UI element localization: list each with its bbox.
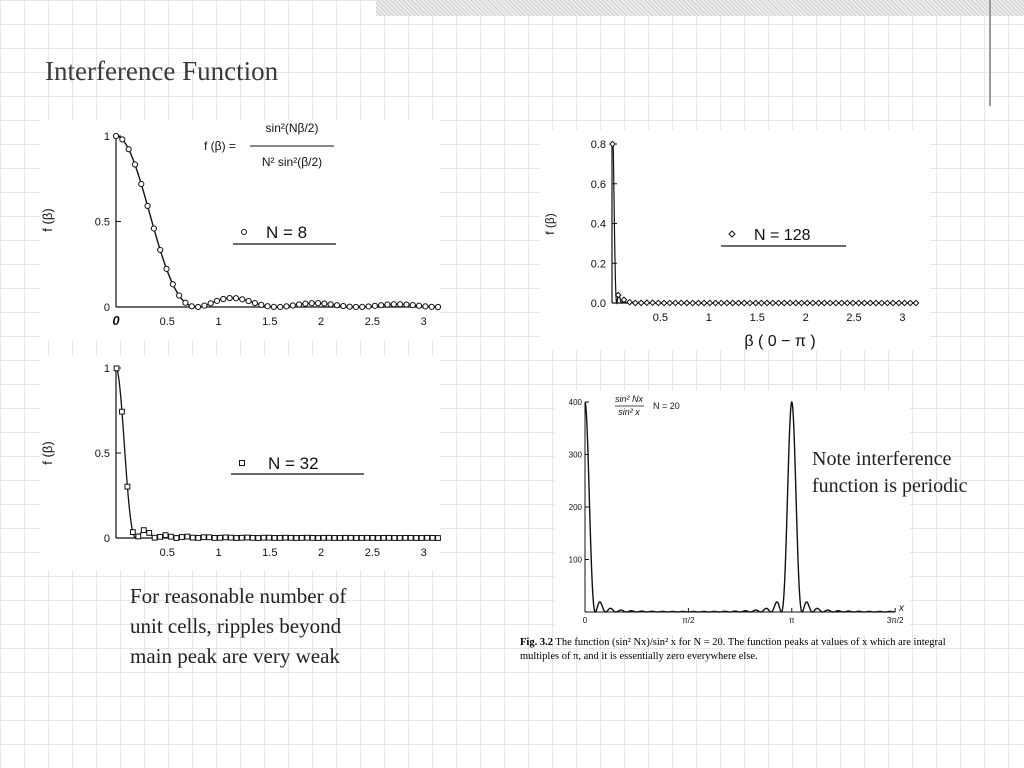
data-point — [294, 536, 299, 541]
data-point — [436, 536, 441, 541]
data-point — [696, 300, 701, 305]
data-point — [793, 300, 798, 305]
data-point — [267, 535, 272, 540]
data-point — [684, 300, 689, 305]
data-point — [890, 300, 895, 305]
axes — [612, 144, 916, 303]
data-point — [288, 535, 293, 540]
data-point — [879, 300, 884, 305]
data-point — [736, 300, 741, 305]
data-point — [667, 300, 672, 305]
data-point — [130, 530, 135, 535]
note-left-line-2: unit cells, ripples beyond — [130, 614, 342, 638]
data-point — [310, 535, 315, 540]
data-point — [246, 298, 251, 303]
data-point — [856, 300, 861, 305]
chart-n128 — [540, 130, 930, 350]
data-point — [227, 295, 232, 300]
x-tick-label: 1 — [705, 312, 712, 324]
y-tick-label: 0.0 — [590, 298, 606, 310]
y-tick-label: 1 — [103, 131, 110, 143]
data-point — [423, 304, 428, 309]
tick-labels — [569, 398, 904, 625]
data-point — [321, 535, 326, 540]
legend-marker-shape — [240, 461, 245, 466]
data-point — [850, 300, 855, 305]
top-pattern-bar — [376, 0, 1024, 16]
data-point — [189, 304, 194, 309]
data-point — [430, 536, 435, 541]
data-point — [644, 300, 649, 305]
x-axis-letter: x — [899, 603, 904, 614]
data-point — [202, 303, 207, 308]
data-point — [265, 304, 270, 309]
data-point — [379, 303, 384, 308]
axes — [585, 402, 895, 612]
x-tick-label: 2 — [318, 547, 325, 559]
data-point — [218, 535, 223, 540]
data-point — [169, 534, 174, 539]
x-tick-label: 1.5 — [262, 547, 278, 559]
x-tick-label: 3 — [420, 316, 427, 328]
formula-numerator: sin²(Nβ/2) — [265, 121, 319, 135]
data-point — [221, 296, 226, 301]
data-point — [827, 300, 832, 305]
data-point — [372, 303, 377, 308]
data-point — [190, 535, 195, 540]
legend-marker-shape — [242, 230, 247, 235]
data-point — [252, 300, 257, 305]
note-left-line-1: For reasonable number of — [130, 584, 347, 608]
data-point — [398, 302, 403, 307]
data-point — [147, 531, 152, 536]
note-left-line-3: main peak are very weak — [130, 644, 340, 668]
y-tick-label: 0.8 — [590, 139, 606, 151]
data-point — [145, 203, 150, 208]
data-point — [403, 535, 408, 540]
data-point — [245, 535, 250, 540]
data-point — [804, 300, 809, 305]
data-point — [719, 300, 724, 305]
y-axis-label: f (β) — [40, 441, 55, 465]
data-point — [845, 300, 850, 305]
x-tick-label: 2.5 — [364, 547, 381, 559]
data-point — [908, 300, 913, 305]
data-point — [305, 535, 310, 540]
data-point — [179, 535, 184, 540]
data-point — [113, 133, 118, 138]
data-point — [392, 536, 397, 541]
data-point — [410, 302, 415, 307]
data-point — [366, 304, 371, 309]
y-axis-label: f (β) — [40, 208, 55, 232]
data-point — [425, 535, 430, 540]
data-point — [404, 302, 409, 307]
legend-label: N = 8 — [266, 223, 308, 242]
data-point — [385, 302, 390, 307]
data-point — [223, 535, 228, 540]
series-line — [585, 402, 895, 612]
data-point — [885, 300, 890, 305]
data-point — [873, 300, 878, 305]
note-right-line-2: function is periodic — [812, 475, 968, 497]
data-point — [650, 300, 655, 305]
y-tick-label: 0 — [103, 302, 110, 314]
data-point — [283, 535, 288, 540]
data-point — [902, 300, 907, 305]
data-point — [126, 147, 131, 152]
data-point — [250, 535, 255, 540]
data-point — [360, 304, 365, 309]
data-point — [208, 301, 213, 306]
legend-marker-shape — [729, 231, 735, 237]
slide-title: Interference Function — [45, 56, 279, 86]
data-point — [353, 304, 358, 309]
data-point — [328, 302, 333, 307]
caption-text: The function (sin² Nx)/sin² x for N = 20. The function peaks at values of x which are integral multiples of π, and it is essentially zero everywhere else. — [520, 637, 946, 662]
x-tick-label: 1 — [215, 547, 222, 559]
data-point — [261, 535, 266, 540]
data-point — [391, 302, 396, 307]
data-point — [322, 301, 327, 306]
data-point — [633, 300, 638, 305]
x-tick-label: 2 — [318, 316, 325, 328]
data-point — [290, 303, 295, 308]
data-point — [839, 300, 844, 305]
data-point — [429, 304, 434, 309]
data-point — [141, 528, 146, 533]
data-point — [240, 297, 245, 302]
data-point — [741, 300, 746, 305]
data-point — [174, 536, 179, 541]
data-point — [724, 300, 729, 305]
data-point — [214, 298, 219, 303]
data-point — [833, 300, 838, 305]
data-point — [278, 304, 283, 309]
data-point — [913, 300, 918, 305]
x-tick-label: π/2 — [682, 616, 695, 625]
data-point — [701, 300, 706, 305]
data-point — [359, 536, 364, 541]
data-point — [229, 535, 234, 540]
data-point — [120, 137, 125, 142]
data-point — [730, 300, 735, 305]
y-tick-label: 0 — [103, 533, 110, 545]
x-tick-label: 2.5 — [846, 312, 862, 324]
data-point — [638, 300, 643, 305]
data-point — [354, 536, 359, 541]
data-point — [338, 536, 343, 541]
data-point — [627, 299, 632, 304]
data-point — [787, 300, 792, 305]
x-tick-label: 0.5 — [159, 316, 175, 328]
legend-label: N = 128 — [754, 227, 811, 244]
y-tick-label: 400 — [568, 398, 582, 407]
data-point — [770, 300, 775, 305]
data-point — [690, 300, 695, 305]
note-right-line-1: Note interference — [812, 448, 952, 470]
data-point — [170, 282, 175, 287]
data-point — [435, 304, 440, 309]
y-tick-label: 200 — [568, 503, 582, 512]
curve — [116, 368, 438, 538]
data-point — [397, 536, 402, 541]
data-point — [125, 484, 130, 489]
data-point — [177, 293, 182, 298]
y-tick-label: 0.2 — [590, 258, 606, 271]
data-point — [296, 302, 301, 307]
data-point — [158, 534, 163, 539]
data-point — [764, 300, 769, 305]
title-numerator: sin² Nx — [614, 394, 644, 404]
axes — [116, 368, 438, 538]
data-point — [810, 300, 815, 305]
x-tick-label: 1.5 — [749, 312, 765, 324]
figure-caption — [520, 636, 960, 664]
x-tick-label: 3π/2 — [886, 616, 904, 625]
y-tick-label: 300 — [568, 450, 582, 460]
x-tick-label: π — [789, 616, 795, 625]
data-point — [656, 300, 661, 305]
data-point — [896, 300, 901, 305]
x-axis-label: β ( 0 − π ) — [744, 333, 816, 350]
slide-divider-line — [989, 0, 991, 106]
data-point — [256, 536, 261, 541]
data-point — [239, 535, 244, 540]
y-tick-label: 0.5 — [94, 216, 110, 229]
data-point — [151, 226, 156, 231]
legend-marker — [242, 230, 247, 235]
data-point — [207, 535, 212, 540]
x-tick-label: 3 — [420, 547, 427, 559]
data-point — [376, 536, 381, 541]
data-point — [327, 535, 332, 540]
y-tick-label: 1 — [103, 363, 110, 375]
data-point — [416, 303, 421, 308]
chart-n8 — [40, 120, 440, 340]
data-point — [299, 535, 304, 540]
legend-label: N = 32 — [268, 454, 319, 473]
x-tick-label: 0 — [112, 313, 120, 328]
x-tick-label: 1.5 — [262, 316, 278, 328]
data-point — [120, 409, 125, 414]
data-point — [316, 536, 321, 541]
data-point — [419, 536, 424, 541]
data-point — [381, 535, 386, 540]
tick-labels — [95, 131, 427, 328]
data-point — [776, 300, 781, 305]
data-point — [707, 300, 712, 305]
data-point — [408, 535, 413, 540]
data-point — [284, 304, 289, 309]
data-point — [679, 300, 684, 305]
y-tick-label: 100 — [568, 555, 582, 565]
x-tick-label: 2.5 — [364, 316, 381, 328]
note-left — [130, 581, 346, 671]
y-tick-label: 0.6 — [590, 178, 606, 191]
tick-labels — [591, 139, 906, 324]
data-point — [271, 304, 276, 309]
data-point — [747, 300, 752, 305]
data-point — [114, 366, 119, 371]
data-point — [234, 536, 239, 541]
x-tick-label: 2 — [802, 312, 809, 324]
title-denominator: sin² x — [618, 407, 640, 417]
data-point — [387, 535, 392, 540]
data-point — [185, 534, 190, 539]
data-point — [661, 300, 666, 305]
data-point — [233, 296, 238, 301]
data-point — [136, 534, 141, 539]
x-tick-label: 0.5 — [652, 312, 669, 324]
data-point — [862, 300, 867, 305]
legend-marker — [240, 461, 245, 466]
data-point — [343, 535, 348, 540]
data-point — [782, 300, 787, 305]
data-point — [799, 300, 804, 305]
curve — [612, 144, 916, 303]
data-point — [713, 300, 718, 305]
y-axis-label: f (β) — [543, 213, 557, 235]
data-point — [309, 301, 314, 306]
data-point — [158, 247, 163, 252]
x-tick-label: 0 — [582, 616, 588, 625]
legend-marker — [729, 231, 735, 237]
x-tick-label: 1 — [215, 316, 222, 328]
data-point — [816, 300, 821, 305]
data-point — [201, 535, 206, 540]
x-tick-label: 0.5 — [159, 547, 175, 559]
data-point — [163, 533, 168, 538]
data-point — [272, 536, 277, 541]
data-point — [347, 304, 352, 309]
note-right — [812, 446, 968, 500]
data-point — [152, 535, 157, 540]
data-point — [212, 536, 217, 541]
series-line — [116, 368, 438, 538]
y-tick-label: 0.5 — [94, 448, 110, 460]
data-point — [164, 266, 169, 271]
data-point — [332, 536, 337, 541]
caption-label: Fig. 3.2 — [520, 637, 553, 648]
data-point — [867, 300, 872, 305]
data-point — [341, 303, 346, 308]
title-n: N = 20 — [653, 401, 680, 411]
data-point — [303, 301, 308, 306]
data-point — [132, 162, 137, 167]
data-point — [183, 300, 188, 305]
data-point — [822, 300, 827, 305]
data-point — [334, 303, 339, 308]
data-point — [673, 300, 678, 305]
curve — [585, 402, 895, 612]
formula-denominator: N² sin²(β/2) — [261, 155, 323, 169]
y-tick-label: 0.4 — [590, 218, 606, 231]
data-point — [348, 535, 353, 540]
chart-n32 — [40, 355, 440, 570]
markers — [610, 141, 919, 305]
data-point — [278, 536, 283, 541]
data-point — [414, 536, 419, 541]
data-point — [195, 304, 200, 309]
chart-n20-periodic — [555, 390, 910, 635]
x-tick-label: 3 — [899, 312, 906, 324]
data-point — [315, 301, 320, 306]
data-point — [259, 302, 264, 307]
data-point — [759, 300, 764, 305]
data-point — [365, 535, 370, 540]
data-point — [753, 300, 758, 305]
data-point — [370, 536, 375, 541]
data-point — [610, 141, 615, 146]
formula-lhs: f (β) = — [204, 139, 236, 153]
data-point — [139, 181, 144, 186]
data-point — [196, 536, 201, 541]
series-line — [612, 144, 916, 303]
